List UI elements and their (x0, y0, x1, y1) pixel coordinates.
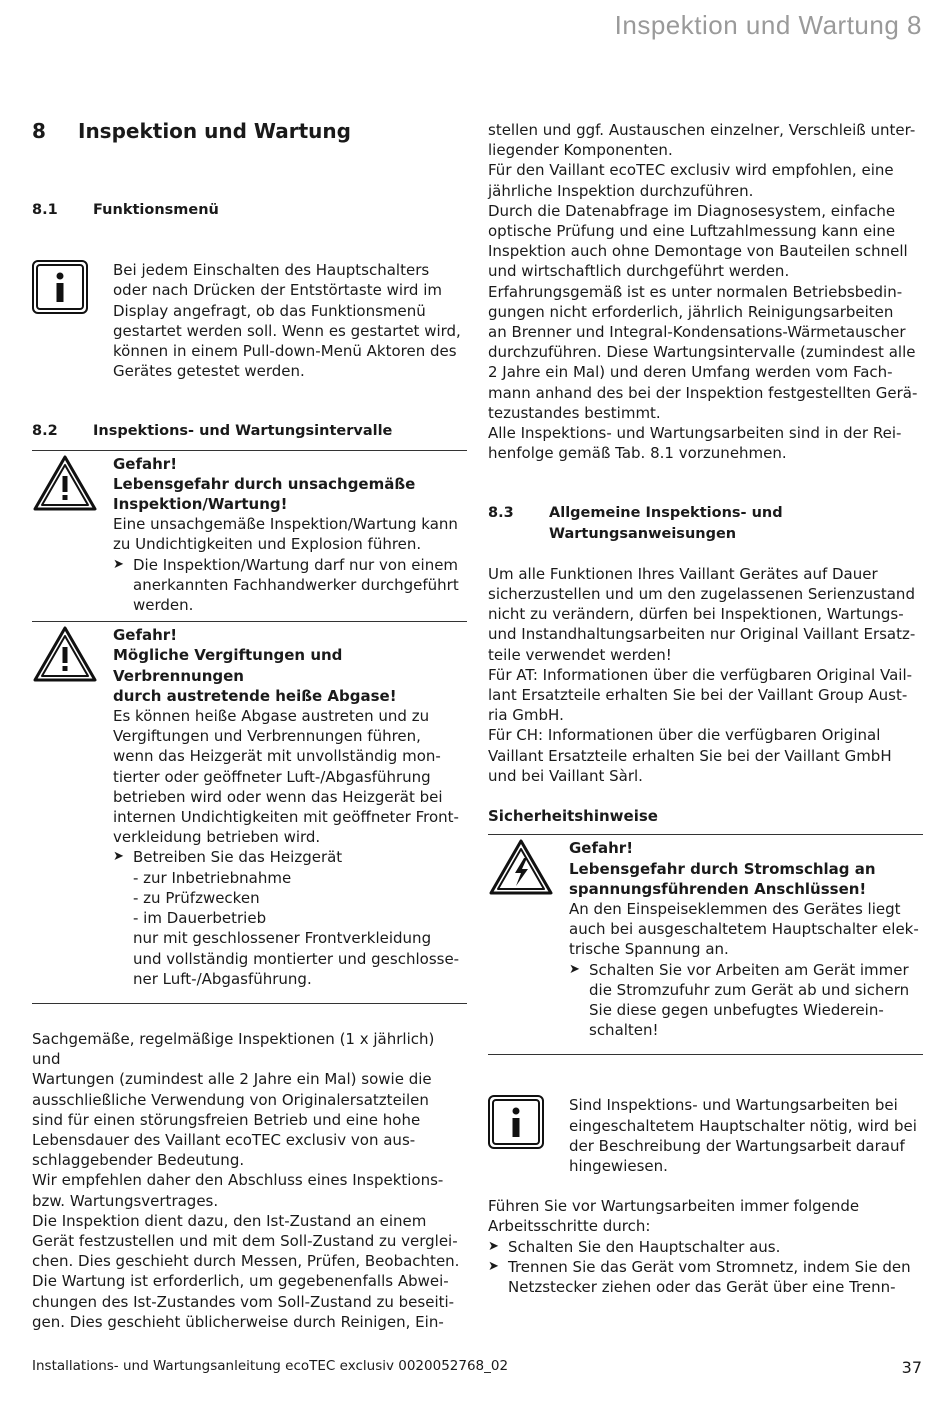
body-line: und Instandhaltungsarbeiten nur Original Vaillant Ersatz- (488, 625, 916, 644)
info-text-line: hingewiesen. (569, 1156, 668, 1175)
body-line: henfolge gemäß Tab. 8.1 vorzunehmen. (488, 444, 787, 463)
body-text (32, 1029, 467, 1332)
arrow-bullet-icon: ➤ (569, 961, 580, 977)
arrow-bullet-icon: ➤ (113, 849, 124, 865)
arrow-bullet-icon (569, 980, 589, 1000)
bullet-continuation (113, 908, 467, 928)
info-text-line: der Beschreibung der Wartungsarbeit darauf (569, 1136, 905, 1155)
danger-note-1 (32, 454, 467, 616)
body-line: Für AT: Informationen über die verfügbaren Original Vail- (488, 665, 913, 684)
body-line: und bei Vaillant Sàrl. (488, 766, 643, 785)
body-text (488, 120, 923, 463)
bullet-item (569, 960, 923, 980)
section-number: 8.3 (488, 505, 514, 522)
info-text-line: Bei jedem Einschalten des Hauptschalters (113, 261, 430, 280)
body-line: Die Wartung ist erforderlich, um gegebenenfalls Abwei- (32, 1272, 449, 1291)
body-line: an Brenner und Integral-Kondensations-Wärmetauscher (488, 323, 906, 342)
page-number: 37 (901, 1358, 922, 1377)
danger-title: Mögliche Vergiftungen und Verbrennungen (113, 646, 343, 685)
bullet-item (113, 555, 467, 575)
body-line: Um alle Funktionen Ihres Vaillant Gerätes auf Dauer (488, 564, 878, 583)
bullet-item (113, 847, 467, 867)
danger-text: zu Undichtigkeiten und Explosion führen. (113, 535, 422, 554)
bullet-continuation (113, 928, 467, 948)
bullet-text: nur mit geschlossener Frontverkleidung (133, 929, 432, 948)
section-heading-8-2 (32, 421, 467, 441)
danger-text: internen Undichtigkeiten mit geöffneter Front- (113, 808, 459, 827)
info-note (32, 260, 467, 381)
danger-text: Eine unsachgemäße Inspektion/Wartung kann (113, 515, 458, 534)
right-column (488, 118, 923, 1297)
body-line: durchzuführen. Diese Wartungsintervalle (zumindest alle (488, 343, 916, 362)
bullet-text: Schalten Sie vor Arbeiten am Gerät immer (589, 960, 909, 979)
bullet-text: Schalten Sie den Hauptschalter aus. (508, 1237, 781, 1256)
arrow-bullet-icon (569, 1000, 589, 1020)
body-line: stellen und ggf. Austauschen einzelner, Verschleiß unter- (488, 121, 916, 139)
left-column (32, 118, 467, 1332)
body-line: Durch die Datenabfrage im Diagnosesystem, einfache (488, 201, 896, 220)
info-text-line: Gerätes getestet werden. (113, 362, 305, 381)
section-title (549, 503, 783, 543)
bullet-text: Sie diese gegen unbefugtes Wiederein- (589, 1000, 884, 1019)
section-title-line: Wartungsanweisungen (549, 525, 737, 542)
warning-triangle-icon (32, 454, 113, 616)
bullet-continuation (113, 575, 467, 595)
danger-text: auch bei ausgeschaltetem Hauptschalter elek- (569, 920, 919, 939)
arrow-bullet-icon (488, 1277, 508, 1297)
bullet-text: - im Dauerbetrieb (133, 909, 267, 928)
body-text (488, 564, 923, 786)
body-line: Wir empfehlen daher den Abschluss eines Inspektions- (32, 1171, 444, 1190)
danger-text: tierter oder geöffneter Luft-/Abgasführung (113, 767, 431, 786)
steps-list (488, 1196, 923, 1297)
arrow-bullet-icon (113, 575, 133, 595)
arrow-bullet-icon (113, 595, 133, 615)
body-line: Lebensdauer des Vaillant ecoTEC exclusiv von aus- (32, 1130, 416, 1149)
body-line: nicht zu verändern, dürfen bei Inspektionen, Wartungs- (488, 605, 904, 624)
body-line: Alle Inspektions- und Wartungsarbeiten sind in der Rei- (488, 424, 902, 443)
bullet-item (488, 1237, 923, 1257)
arrow-bullet-icon (569, 1020, 589, 1040)
steps-intro: Arbeitsschritte durch: (488, 1217, 651, 1236)
section-title: Inspektions- und Wartungsintervalle (93, 423, 393, 440)
body-line: und wirtschaftlich durchgeführt werden. (488, 262, 790, 281)
body-line: gungen nicht erforderlich, jährlich Reinigungsarbeiten (488, 302, 894, 321)
arrow-bullet-icon: ➤ (113, 556, 124, 572)
arrow-bullet-icon (113, 949, 133, 969)
section-heading-8-1 (32, 200, 467, 220)
body-line: Inspektion auch ohne Demontage von Bauteilen schnell (488, 242, 908, 261)
body-line: liegender Komponenten. (488, 141, 673, 160)
danger-title: Lebensgefahr durch unsachgemäße (113, 474, 416, 493)
bullet-continuation (113, 969, 467, 989)
arrow-bullet-icon (113, 969, 133, 989)
bullet-text: werden. (133, 596, 194, 615)
danger-note-2 (32, 625, 467, 989)
arrow-bullet-icon (113, 888, 133, 908)
danger-text: Vergiftungen und Verbrennungen führen, (113, 727, 421, 746)
bullet-continuation (113, 595, 467, 615)
info-text-line: gestartet werden soll. Wenn es gestartet wird, (113, 321, 461, 340)
bullet-text: Trennen Sie das Gerät vom Stromnetz, indem Sie den (508, 1257, 911, 1276)
bullet-text: ner Luft-/Abgasführung. (133, 969, 312, 988)
body-line: optische Prüfung und eine Luftzahlmessung kann eine (488, 222, 896, 241)
body-line: schlaggebender Bedeutung. (32, 1151, 245, 1170)
danger-text: An den Einspeiseklemmen des Gerätes liegt (569, 899, 901, 918)
body-line: Die Inspektion dient dazu, den Ist-Zustand an einem (32, 1211, 427, 1230)
arrow-bullet-icon (113, 908, 133, 928)
footer-text: Installations- und Wartungsanleitung ecoTEC exclusiv 0020052768_02 (32, 1358, 509, 1374)
body-line: Vaillant Ersatzteile erhalten Sie bei der Vaillant GmbH (488, 746, 892, 765)
arrow-bullet-icon (113, 928, 133, 948)
arrow-bullet-icon: ➤ (488, 1258, 499, 1274)
warning-triangle-icon (32, 625, 113, 989)
body-line: mann anhand des bei der Inspektion festgestellten Gerä- (488, 383, 918, 402)
info-text-line: Sind Inspektions- und Wartungsarbeiten bei (569, 1096, 898, 1115)
danger-label: Gefahr! (569, 839, 634, 858)
electric-hazard-icon (488, 838, 569, 1040)
info-icon (488, 1095, 569, 1176)
section-heading-8-3 (488, 503, 923, 543)
section-title-line: Allgemeine Inspektions- und (549, 505, 783, 522)
info-note-2 (488, 1095, 923, 1176)
steps-intro: Führen Sie vor Wartungsarbeiten immer folgende (488, 1197, 860, 1216)
body-line: bzw. Wartungsvertrages. (32, 1191, 219, 1210)
bullet-continuation (569, 980, 923, 1000)
bullet-text: Betreiben Sie das Heizgerät (133, 848, 343, 867)
danger-text: trische Spannung an. (569, 940, 729, 959)
danger-text: wenn das Heizgerät mit unvollständig mon- (113, 747, 441, 766)
danger-text: betrieben wird oder wenn das Heizgerät bei (113, 787, 443, 806)
body-line: Erfahrungsgemäß ist es unter normalen Betriebsbedin- (488, 282, 903, 301)
info-text-line: eingeschaltetem Hauptschalter nötig, wird bei (569, 1116, 917, 1135)
body-line: tezustandes bestimmt. (488, 403, 661, 422)
info-text (113, 260, 467, 381)
info-icon (32, 260, 113, 381)
body-line: ria GmbH. (488, 706, 564, 725)
bullet-text: anerkannten Fachhandwerker durchgeführt (133, 575, 459, 594)
body-line: Sachgemäße, regelmäßige Inspektionen (1 x jährlich) und (32, 1029, 435, 1069)
body-line: sind für einen störungsfreien Betrieb und eine hohe (32, 1110, 421, 1129)
body-line: Für CH: Informationen über die verfügbaren Original (488, 726, 881, 745)
bullet-text: - zur Inbetriebnahme (133, 868, 292, 887)
danger-title: Lebensgefahr durch Stromschlag an (569, 859, 876, 878)
arrow-bullet-icon (113, 868, 133, 888)
body-line: chen. Dies geschieht durch Messen, Prüfen, Beobachten. (32, 1252, 460, 1271)
danger-note-3 (488, 838, 923, 1040)
bullet-continuation (569, 1000, 923, 1020)
bullet-continuation (488, 1277, 923, 1297)
chapter-heading (32, 118, 467, 144)
danger-label: Gefahr! (113, 454, 178, 473)
bullet-text: Die Inspektion/Wartung darf nur von einem (133, 555, 459, 574)
body-line: Für den Vaillant ecoTEC exclusiv wird empfohlen, eine (488, 161, 894, 180)
page-footer (32, 1358, 922, 1377)
body-line: chungen des Ist-Zustandes vom Soll-Zustand zu beseiti- (32, 1292, 455, 1311)
danger-text: verkleidung betrieben wird. (113, 828, 321, 847)
body-line: Gerät festzustellen und mit dem Soll-Zustand zu verglei- (32, 1231, 458, 1250)
chapter-title: Inspektion und Wartung (78, 119, 351, 143)
body-line: teile verwendet werden! (488, 645, 672, 664)
danger-title: spannungsführenden Anschlüssen! (569, 879, 867, 898)
safety-heading: Sicherheitshinweise (488, 807, 658, 826)
body-line: sicherzustellen und um den zugelassenen Serienzustand (488, 585, 915, 604)
section-number: 8.1 (32, 202, 58, 218)
arrow-bullet-icon: ➤ (488, 1238, 499, 1254)
info-text-line: oder nach Drücken der Entstörtaste wird im (113, 281, 442, 300)
body-line: gen. Dies geschieht üblicherweise durch Reinigen, Ein- (32, 1312, 444, 1331)
chapter-number: 8 (32, 119, 46, 143)
bullet-continuation (569, 1020, 923, 1040)
body-line: lant Ersatzteile erhalten Sie bei der Vaillant Group Aust- (488, 686, 908, 705)
bullet-text: Netzstecker ziehen oder das Gerät über eine Trenn- (508, 1277, 896, 1296)
danger-title: Inspektion/Wartung! (113, 495, 288, 514)
bullet-text: - zu Prüfzwecken (133, 888, 260, 907)
running-head: Inspektion und Wartung 8 (614, 10, 922, 40)
bullet-text: die Stromzufuhr zum Gerät ab und sichern (589, 980, 910, 999)
section-title: Funktionsmenü (93, 202, 219, 218)
info-text-line: Display angefragt, ob das Funktionsmenü (113, 301, 426, 320)
body-line: jährliche Inspektion durchzuführen. (488, 181, 754, 200)
section-number: 8.2 (32, 423, 58, 440)
body-line: 2 Jahre ein Mal) und deren Umfang werden vom Fach- (488, 363, 893, 382)
bullet-continuation (113, 949, 467, 969)
danger-title: durch austretende heiße Abgase! (113, 686, 397, 705)
bullet-continuation (113, 868, 467, 888)
body-line: ausschließliche Verwendung von Originalersatzteilen (32, 1090, 429, 1109)
bullet-text: und vollständig montierter und geschlosse- (133, 949, 460, 968)
info-text-line: können in einem Pull-down-Menü Aktoren des (113, 342, 457, 361)
body-line: Wartungen (zumindest alle 2 Jahre ein Mal) sowie die (32, 1070, 432, 1089)
danger-text: Es können heiße Abgase austreten und zu (113, 707, 430, 726)
bullet-text: schalten! (589, 1021, 659, 1040)
danger-label: Gefahr! (113, 626, 178, 645)
bullet-item (488, 1257, 923, 1277)
bullet-continuation (113, 888, 467, 908)
